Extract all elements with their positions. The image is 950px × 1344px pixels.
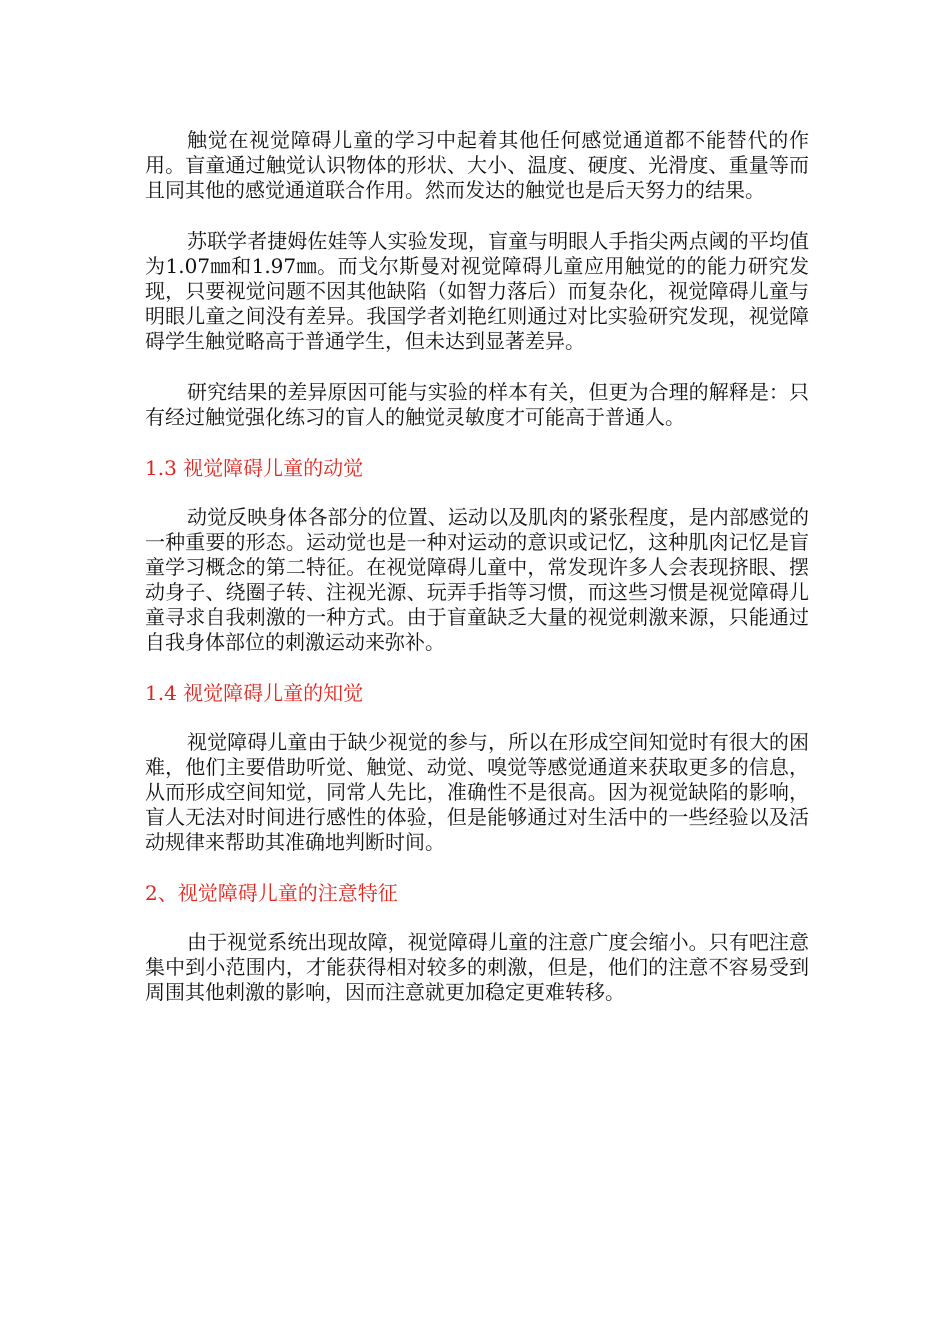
paragraph-touch-research: 苏联学者捷姆佐娃等人实验发现，盲童与明眼人手指尖两点阈的平均值为1.07㎜和1.97㎜。而戈尔斯曼对视觉障碍儿童应用触觉的的能力研究发现，只要视觉问题不因其他缺陷（如智力落后）而复杂化，视觉障碍儿童与明眼儿童之间没有差异。我国学者刘艳红则通过对比实验研究发现，视觉障碍学生触觉略高于普通学生，但未达到显著差异。 xyxy=(145,229,809,353)
section-heading-attention: 2、视觉障碍儿童的注意特征 xyxy=(145,881,398,905)
document-page xyxy=(145,128,809,1031)
section-heading-kinesthesia: 1.3 视觉障碍儿童的动觉 xyxy=(145,456,364,480)
paragraph-perception: 视觉障碍儿童由于缺少视觉的参与，所以在形成空间知觉时有很大的困难，他们主要借助听觉、触觉、动觉、嗅觉等感觉通道来获取更多的信息，从而形成空间知觉，同常人先比，准确性不是很高。因为视觉缺陷的影响，盲人无法对时间进行感性的体验，但是能够通过对生活中的一些经验以及活动规律来帮助其准确地判断时间。 xyxy=(145,730,809,854)
paragraph-touch-explanation: 研究结果的差异原因可能与实验的样本有关，但更为合理的解释是：只有经过触觉强化练习的盲人的触觉灵敏度才可能高于普通人。 xyxy=(145,380,809,429)
paragraph-attention: 由于视觉系统出现故障，视觉障碍儿童的注意广度会缩小。只有吧注意集中到小范围内，才能获得相对较多的刺激，但是，他们的注意不容易受到周围其他刺激的影响，因而注意就更加稳定更难转移。 xyxy=(145,930,809,1004)
paragraph-kinesthesia: 动觉反映身体各部分的位置、运动以及肌肉的紧张程度，是内部感觉的一种重要的形态。运动觉也是一种对运动的意识或记忆，这种肌肉记忆是盲童学习概念的第二特征。在视觉障碍儿童中，常发现许多人会表现挤眼、摆动身子、绕圈子转、注视光源、玩弄手指等习惯，而这些习惯是视觉障碍儿童寻求自我刺激的一种方式。由于盲童缺乏大量的视觉刺激来源，只能通过自我身体部位的刺激运动来弥补。 xyxy=(145,505,809,654)
section-heading-perception: 1.4 视觉障碍儿童的知觉 xyxy=(145,681,364,705)
paragraph-touch-role: 触觉在视觉障碍儿童的学习中起着其他任何感觉通道都不能替代的作用。盲童通过触觉认识物体的形状、大小、温度、硬度、光滑度、重量等而且同其他的感觉通道联合作用。然而发达的触觉也是后天努力的结果。 xyxy=(145,128,809,202)
